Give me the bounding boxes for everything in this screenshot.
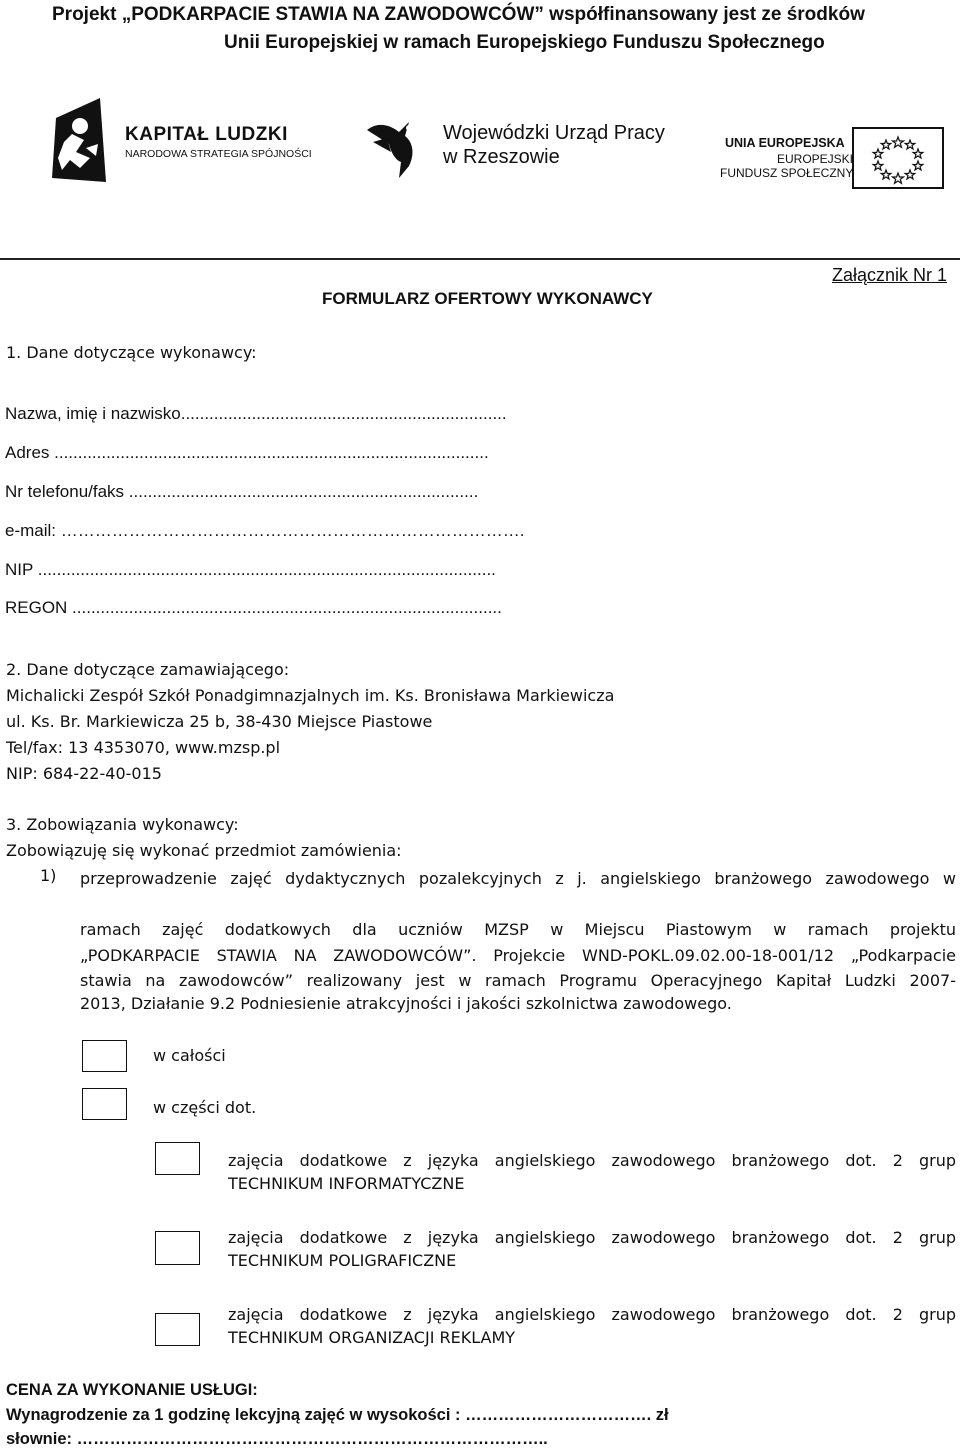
section3-heading: 3. Zobowiązania wykonawcy:	[6, 815, 239, 834]
header-line-2: Unii Europejskiej w ramach Europejskiego Funduszu Społecznego	[224, 32, 825, 53]
sub-option-1-checkbox[interactable]	[155, 1142, 200, 1175]
client-name: Michalicki Zespół Szkół Ponadgimnazjalnych im. Ks. Bronisława Markiewicza	[6, 686, 615, 705]
section2-heading: 2. Dane dotyczące zamawiającego:	[6, 660, 290, 679]
price-words: słownie: …………………………………………………………………………..	[6, 1430, 548, 1448]
header-line-1: Projekt „PODKARPACIE STAWIA NA ZAWODOWCÓW” współfinansowany jest ze środków	[52, 4, 865, 25]
header-divider	[0, 258, 960, 260]
sub-option-3-checkbox[interactable]	[155, 1313, 200, 1346]
eu-flag-icon	[852, 127, 944, 189]
eu-logo	[715, 126, 945, 192]
sub-option-3-line2: TECHNIKUM ORGANIZACJI REKLAMY	[228, 1328, 516, 1347]
field-name: Nazwa, imię i nazwisko.....................................................................	[5, 404, 507, 423]
option-part-label: w części dot.	[153, 1098, 257, 1117]
wup-logo	[365, 112, 665, 182]
eu-line1: UNIA EUROPEJSKA	[725, 136, 845, 150]
kapital-ludzki-title: KAPITAŁ LUDZKI	[125, 124, 288, 145]
item-line-4: stawia na zawodowców” realizowany jest w ramach Programu Operacyjnego Kapitał Ludzki 2007-	[80, 971, 956, 990]
price-rate: Wynagrodzenie za 1 godzinę lekcyjną zajęć w wysokości : ……………………………. zł	[6, 1406, 669, 1424]
option-whole-checkbox[interactable]	[82, 1040, 127, 1072]
kapital-ludzki-logo	[50, 98, 310, 182]
item-line-1: przeprowadzenie zajęć dydaktycznych pozalekcyjnych z j. angielskiego branżowego zawodowego w	[80, 869, 956, 888]
field-email: e-mail: ……………………………………………………………………….	[5, 521, 525, 540]
item-line-5: 2013, Działanie 9.2 Podniesienie atrakcyjności i jakości szkolnictwa zawodowego.	[80, 994, 732, 1013]
item-line-3: „PODKARPACIE STAWIA NA ZAWODOWCÓW”. Projekcie WND-POKL.09.02.00-18-001/12 „Podkarpacie	[80, 946, 956, 965]
section3-intro: Zobowiązuję się wykonać przedmiot zamówienia:	[6, 841, 402, 860]
field-nip: NIP .................................................................................................	[5, 560, 496, 579]
sub-option-3-line1: zajęcia dodatkowe z języka angielskiego zawodowego branżowego dot. 2 grup	[228, 1305, 956, 1324]
sub-option-1-line1: zajęcia dodatkowe z języka angielskiego zawodowego branżowego dot. 2 grup	[228, 1151, 956, 1170]
attachment-label: Załącznik Nr 1	[832, 265, 948, 285]
sub-option-2-checkbox[interactable]	[155, 1231, 200, 1265]
eu-line3: FUNDUSZ SPOŁECZNY	[720, 166, 854, 180]
option-part-checkbox[interactable]	[82, 1088, 127, 1120]
client-contact: Tel/fax: 13 4353070, www.mzsp.pl	[6, 738, 281, 757]
form-title: FORMULARZ OFERTOWY WYKONAWCY	[322, 289, 653, 308]
client-address: ul. Ks. Br. Markiewicza 25 b, 38-430 Miejsce Piastowe	[6, 712, 433, 731]
wup-bird-icon	[365, 112, 435, 182]
field-phone-fax: Nr telefonu/faks ..........................................................................	[5, 482, 479, 501]
item-line-2: ramach zajęć dodatkowych dla uczniów MZSP w Miejscu Piastowym w ramach projektu	[80, 920, 956, 939]
sub-option-2-line1: zajęcia dodatkowe z języka angielskiego zawodowego branżowego dot. 2 grup	[228, 1228, 956, 1247]
kapital-ludzki-subtitle: NARODOWA STRATEGIA SPÓJNOŚCI	[125, 148, 312, 160]
option-whole-label: w całości	[153, 1046, 226, 1065]
field-regon: REGON ...........................................................................................	[5, 598, 502, 617]
wup-name-line1: Wojewódzki Urząd Pracy	[443, 122, 665, 144]
field-address: Adres ............................................................................................	[5, 443, 489, 462]
kapital-ludzki-emblem-icon	[50, 98, 108, 182]
price-heading: CENA ZA WYKONANIE USŁUGI:	[6, 1381, 258, 1399]
wup-name-line2: w Rzeszowie	[443, 146, 560, 168]
eu-line2: EUROPEJSKI	[777, 152, 854, 166]
sub-option-2-line2: TECHNIKUM POLIGRAFICZNE	[228, 1251, 457, 1270]
item-number: 1)	[40, 866, 57, 885]
client-nip: NIP: 684-22-40-015	[6, 764, 162, 783]
sub-option-1-line2: TECHNIKUM INFORMATYCZNE	[228, 1174, 465, 1193]
section1-heading: 1. Dane dotyczące wykonawcy:	[6, 343, 257, 362]
